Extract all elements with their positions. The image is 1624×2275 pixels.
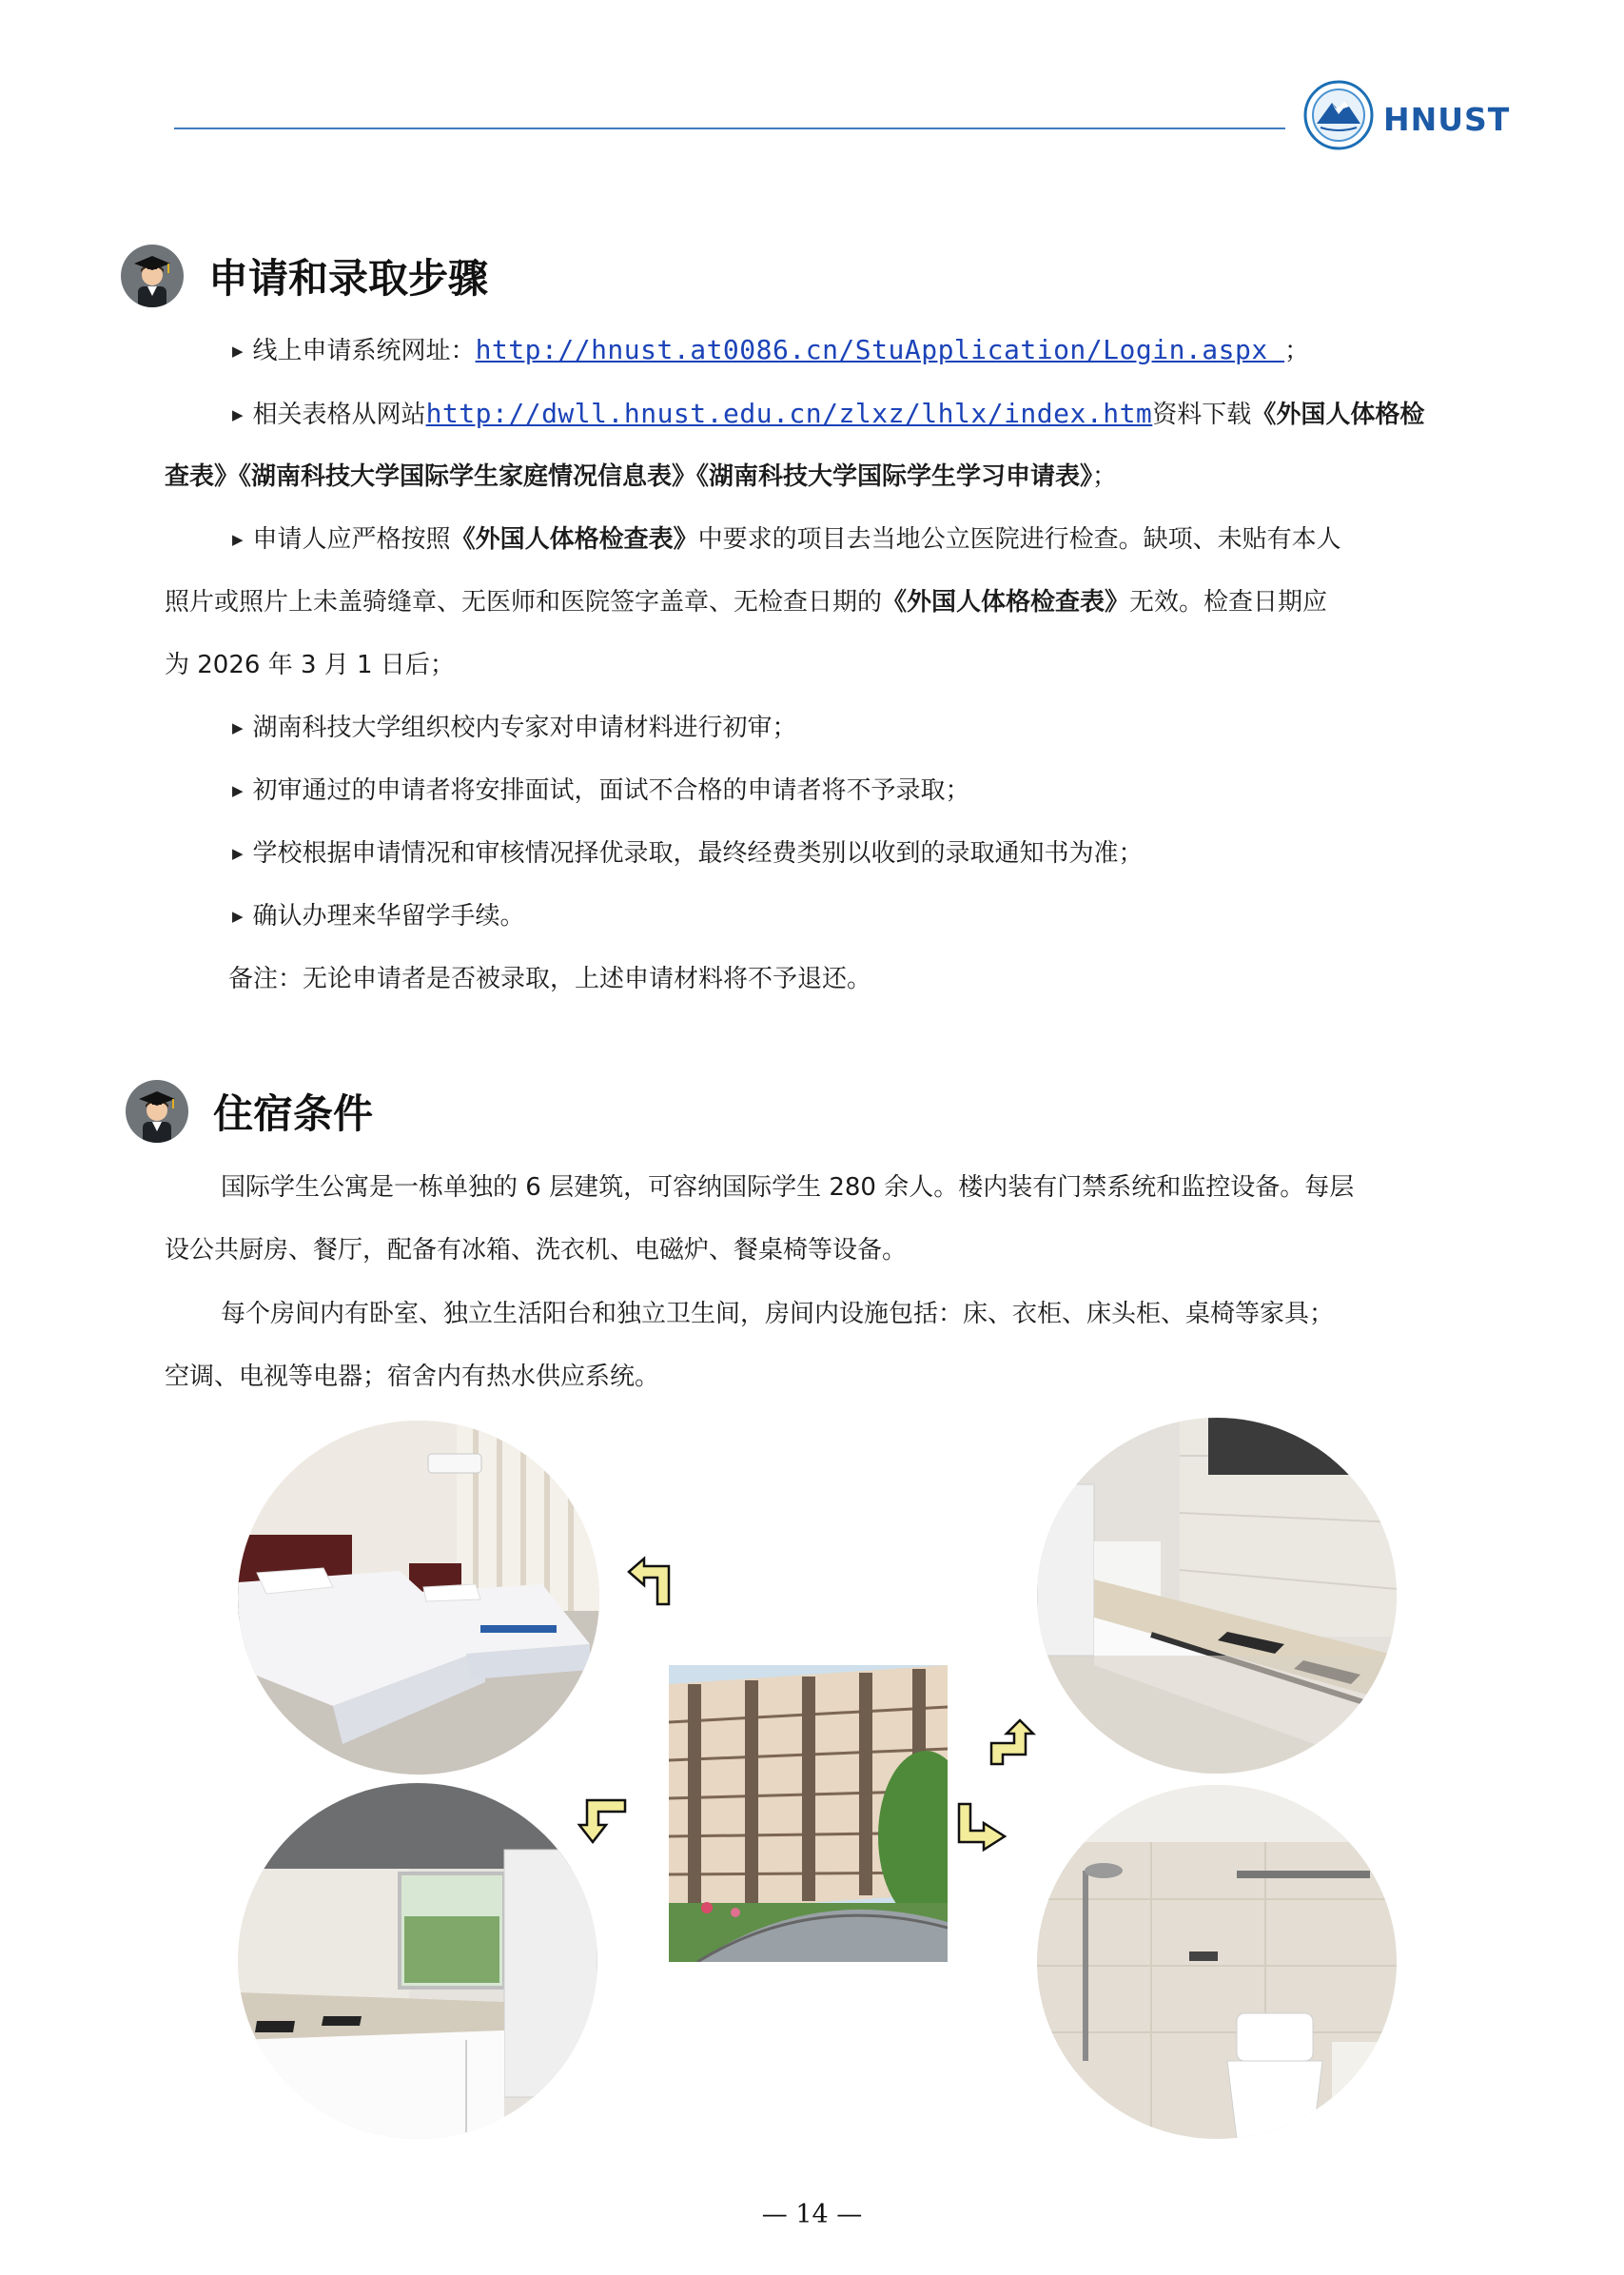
triangle-bullet-icon: ▶	[232, 406, 244, 423]
paragraph-line: 国际学生公寓是一栋单独的 6 层建筑，可容纳国际学生 280 余人。楼内装有门禁系统和监控设备。每层	[221, 1173, 1355, 1202]
section-header-accommodation	[126, 1080, 373, 1143]
list-item: ▶ 湖南科技大学组织校内专家对申请材料进行初审；	[232, 714, 797, 742]
arrow-up-right-icon	[988, 1716, 1037, 1768]
arrow-up-left-icon	[625, 1555, 675, 1608]
section-header-application	[121, 245, 488, 307]
bedroom-photo	[238, 1421, 599, 1775]
list-item: ▶ 线上申请系统网址：http://hnust.at0086.cn/StuApplication/Login.aspx ；	[232, 334, 1310, 365]
triangle-bullet-icon: ▶	[232, 908, 244, 925]
arrow-down-right-icon	[955, 1800, 1008, 1853]
section-title: 申请和录取步骤	[208, 255, 489, 302]
triangle-bullet-icon: ▶	[232, 719, 244, 736]
list-item: ▶ 确认办理来华留学手续。	[232, 902, 525, 931]
list-item: ▶ 相关表格从网站http://dwll.hnust.edu.cn/zlxz/lhlx/index.htm资料下载《外国人体格检	[232, 398, 1425, 429]
kitchen-window-photo	[238, 1783, 597, 2139]
logo-text: HNUST	[1383, 101, 1511, 138]
paragraph-line: 每个房间内有卧室、独立生活阳台和独立卫生间，房间内设施包括：床、衣柜、床头柜、桌椅等家具；	[221, 1300, 1335, 1328]
list-item: ▶ 学校根据申请情况和审核情况择优录取，最终经费类别以收到的录取通知书为准；	[232, 839, 1144, 868]
list-item: ▶ 初审通过的申请者将安排面试，面试不合格的申请者将不予录取；	[232, 776, 970, 805]
triangle-bullet-icon: ▶	[232, 343, 244, 360]
arrow-down-left-icon	[576, 1796, 629, 1846]
graduate-avatar-icon	[121, 245, 184, 307]
building-photo	[669, 1665, 948, 1962]
bathroom-photo	[1037, 1785, 1397, 2139]
note-text: 备注：无论申请者是否被录取，上述申请材料将不予退还。	[228, 965, 872, 993]
list-item: ▶ 申请人应严格按照《外国人体格检查表》中要求的项目去当地公立医院进行检查。缺项、未贴有本人	[232, 525, 1341, 554]
list-item-continuation: 查表》《湖南科技大学国际学生家庭情况信息表》《湖南科技大学国际学生学习申请表》；	[165, 462, 1118, 491]
university-logo-icon	[1303, 80, 1374, 150]
triangle-bullet-icon: ▶	[232, 531, 244, 548]
forms-download-link[interactable]: http://dwll.hnust.edu.cn/zlxz/lhlx/index.htm	[425, 398, 1153, 429]
triangle-bullet-icon: ▶	[232, 782, 244, 799]
kitchen-photo	[1037, 1418, 1397, 1774]
paragraph-line: 设公共厨房、餐厅，配备有冰箱、洗衣机、电磁炉、餐桌椅等设备。	[165, 1236, 908, 1265]
triangle-bullet-icon: ▶	[232, 845, 244, 862]
section-title: 住宿条件	[213, 1090, 374, 1137]
page-number: — 14 —	[761, 2200, 863, 2229]
list-item-continuation: 照片或照片上未盖骑缝章、无医师和医院签字盖章、无检查日期的《外国人体格检查表》无效。检查日期应	[165, 588, 1328, 617]
list-item-continuation: 为 2026 年 3 月 1 日后；	[165, 651, 455, 679]
application-system-link[interactable]: http://hnust.at0086.cn/StuApplication/Login.aspx	[475, 334, 1285, 365]
graduate-avatar-icon	[126, 1080, 188, 1143]
header-rule	[174, 127, 1285, 129]
paragraph-line: 空调、电视等电器；宿舍内有热水供应系统。	[165, 1363, 660, 1391]
